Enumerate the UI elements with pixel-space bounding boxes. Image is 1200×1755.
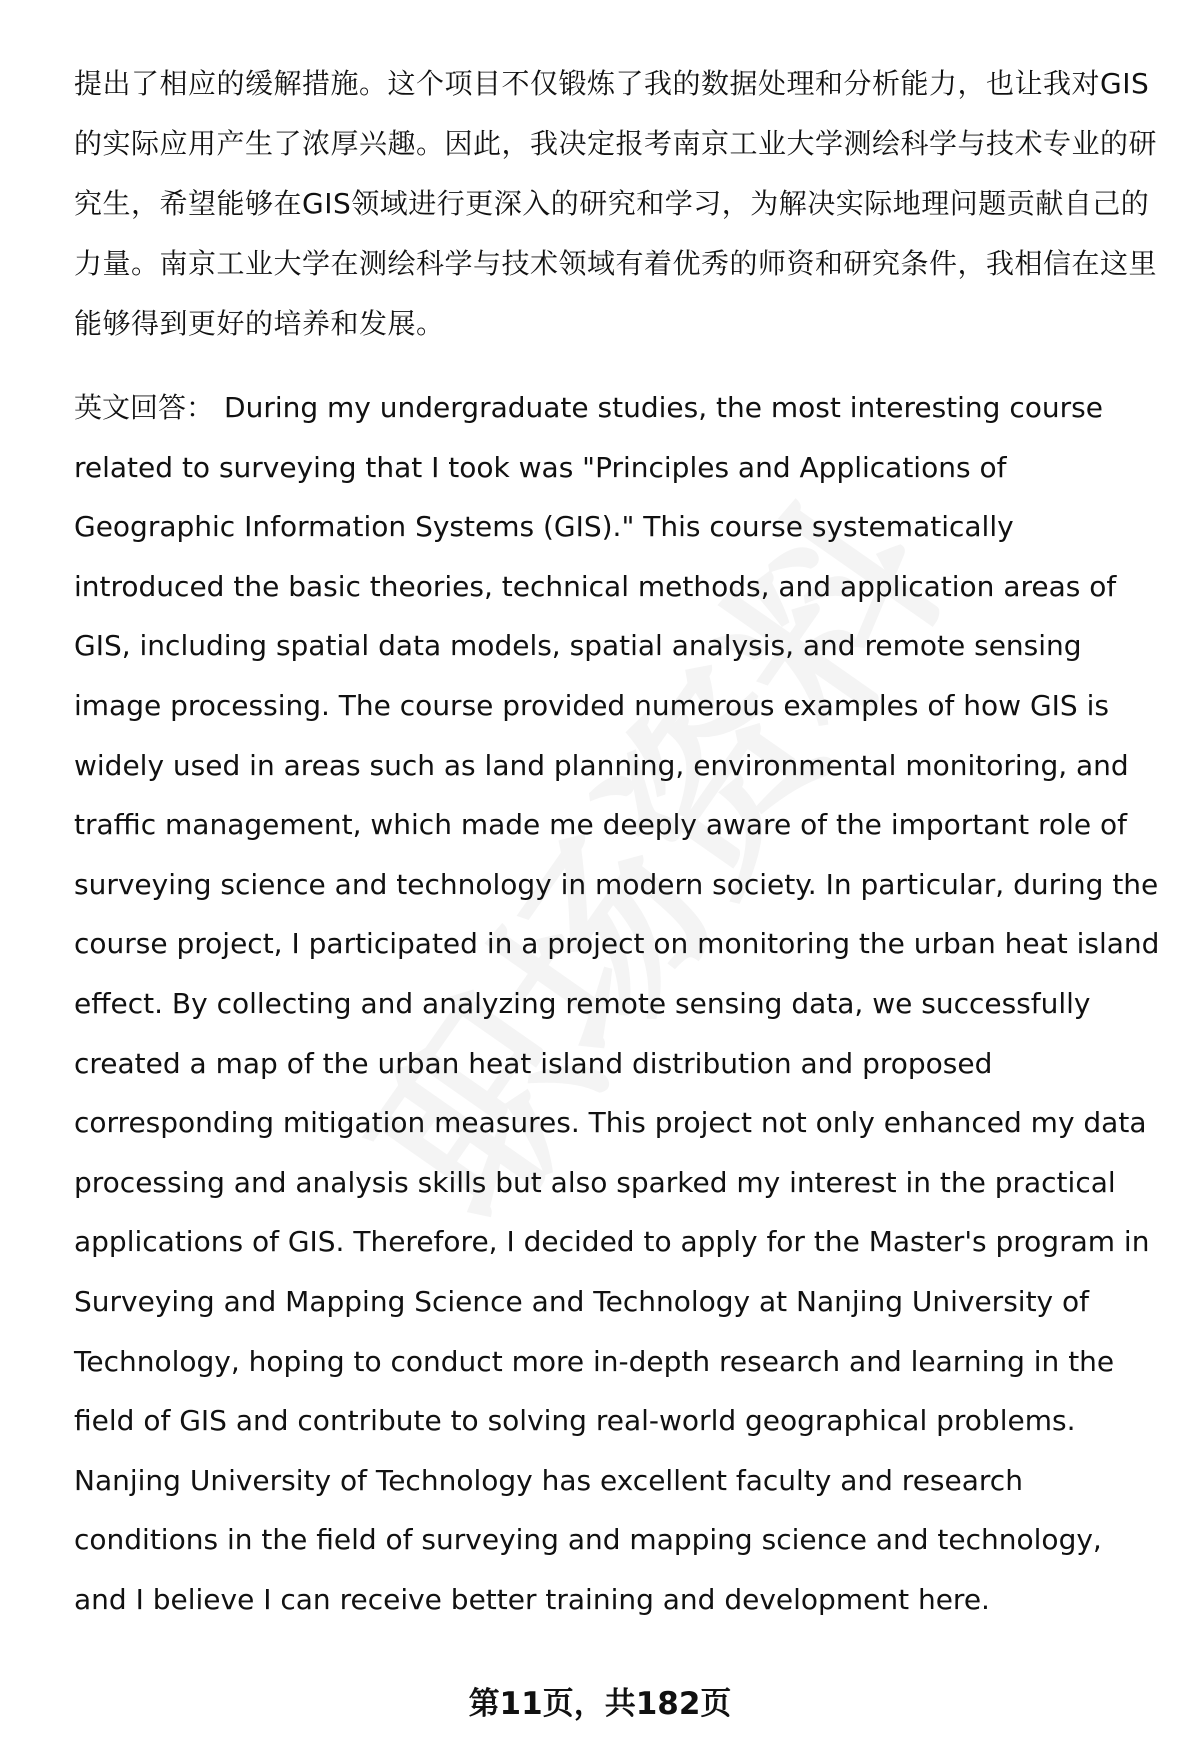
chinese-paragraph: 提出了相应的缓解措施。这个项目不仅锻炼了我的数据处理和分析能力，也让我对GIS的实际应用产生了浓厚兴趣。因此，我决定报考南京工业大学测绘科学与技术专业的研究生，希望能够在GIS领域进行更深入的研究和学习，为解决实际地理问题贡献自己的力量。南京工业大学在测绘科学与技术领域有着优秀的师资和研究条件，我相信在这里能够得到更好的培养和发展。 — [74, 67, 1158, 340]
document-body — [74, 54, 1160, 1629]
page-number-footer: 第11页，共182页 — [468, 1686, 732, 1722]
english-answer-label: 英文回答： — [74, 391, 215, 424]
english-answer-paragraph — [74, 378, 1160, 1629]
english-answer-text: During my undergraduate studies, the most interesting course related to surveying that I took was "Principles and Applications of Geographic Information Systems (GIS)." This course systematically introduced the basic theories, technical methods, and application areas of GIS, including spatial data models, spatial analysis, and remote sensing image processing. The course provided numerous examples of how GIS is widely used in areas such as land planning, environmental monitoring, and traffic management, which made me deeply aware of the important role of surveying science and technology in modern society. In particular, during the course project, I participated in a project on monitoring the urban heat island effect. By collecting and analyzing remote sensing data, we successfully created a map of the urban heat island distribution and proposed corresponding mitigation measures. This project not only enhanced my data processing and analysis skills but also sparked my interest in the practical applications of GIS. Therefore, I decided to apply for the Master's program in Surveying and Mapping Science and Technology at Nanjing University of Technology, hoping to conduct more in-depth research and learning in the field of GIS and contribute to solving real-world geographical problems. Nanjing University of Technology has excellent faculty and research conditions in the field of surveying and mapping science and technology, and I believe I can receive better training and development here. — [74, 391, 1160, 1616]
